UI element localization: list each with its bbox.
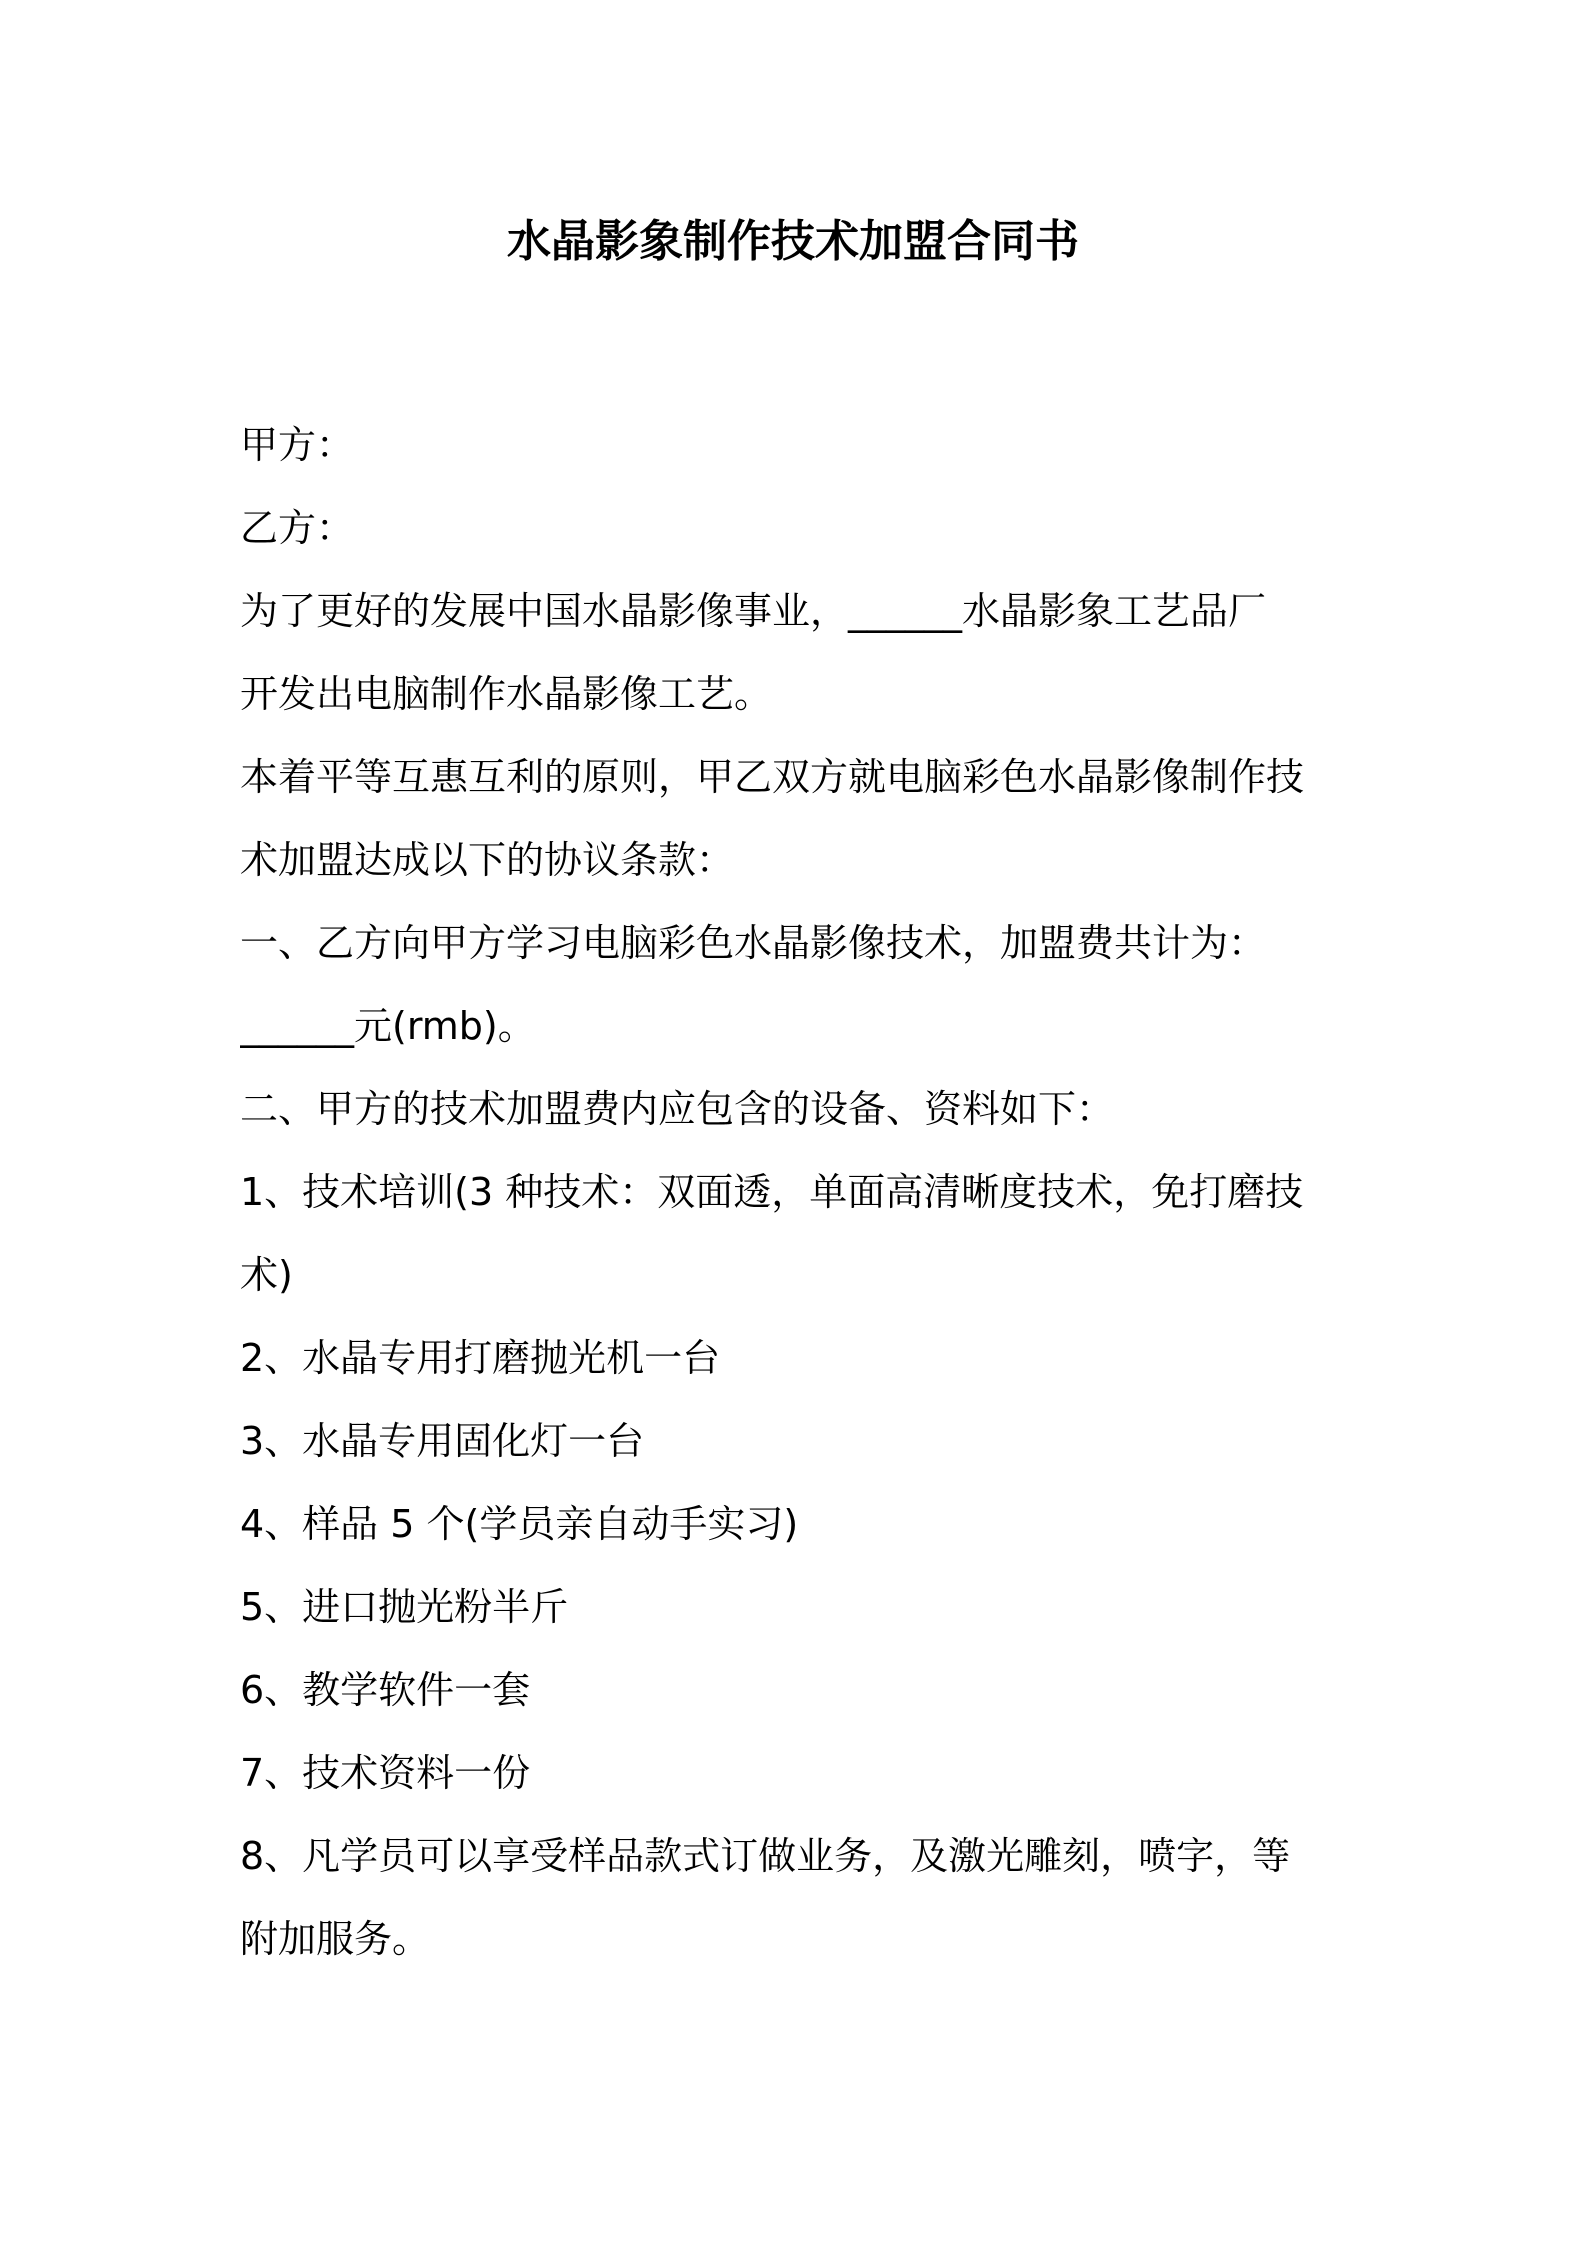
item-1-line-2: 术) (240, 1253, 293, 1297)
clause-2-heading: 二、甲方的技术加盟费内应包含的设备、资料如下： (240, 1087, 1115, 1131)
item-1-line-1: 1、技术培训(3 种技术：双面透，单面高清晰度技术，免打磨技 (240, 1170, 1304, 1214)
intro-line-1: 为了更好的发展中国水晶影像事业，______水晶影象工艺品厂 (240, 589, 1267, 633)
intro-line-2: 开发出电脑制作水晶影像工艺。 (240, 672, 773, 716)
item-6: 6、教学软件一套 (240, 1668, 531, 1712)
item-2: 2、水晶专用打磨抛光机一台 (240, 1336, 721, 1380)
item-4: 4、样品 5 个(学员亲自动手实习) (240, 1502, 799, 1546)
principle-line-1: 本着平等互惠互利的原则，甲乙双方就电脑彩色水晶影像制作技 (240, 755, 1305, 799)
clause-1-line-2: ______元(rmb)。 (240, 1004, 536, 1048)
item-7: 7、技术资料一份 (240, 1751, 531, 1795)
clause-1-line-1: 一、乙方向甲方学习电脑彩色水晶影像技术，加盟费共计为： (240, 921, 1267, 965)
principle-line-2: 术加盟达成以下的协议条款： (240, 838, 735, 882)
item-8-line-2: 附加服务。 (240, 1917, 431, 1961)
document-title: 水晶影象制作技术加盟合同书 (507, 216, 1079, 267)
item-3: 3、水晶专用固化灯一台 (240, 1419, 645, 1463)
item-8-line-1: 8、凡学员可以享受样品款式订做业务，及激光雕刻，喷字，等 (240, 1834, 1291, 1878)
item-5: 5、进口抛光粉半斤 (240, 1585, 569, 1629)
party-b-line: 乙方： (240, 506, 355, 550)
party-a-line: 甲方： (240, 423, 355, 467)
document-body (240, 404, 1360, 1981)
